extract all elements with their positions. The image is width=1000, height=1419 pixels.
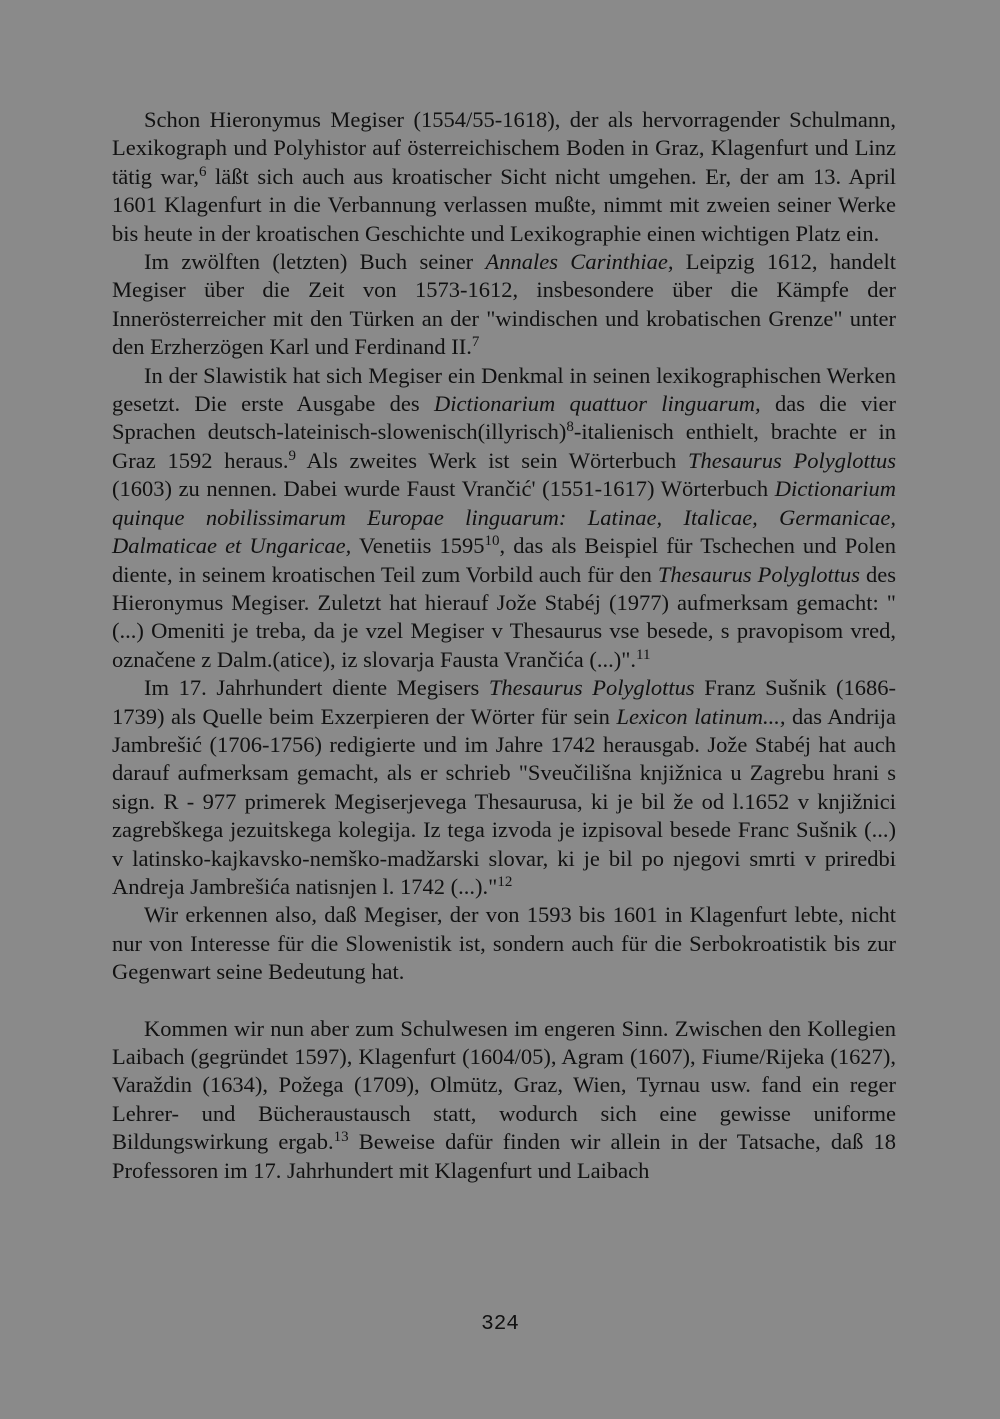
- text-run: Leipzig 1612, handelt Megiser über die Zeit von 1573-1612, insbesondere über die Kämpfe der Innerösterreicher mit den Türken an der "windischen und krobatischen Grenze" unter den Erzherzögen Karl und Ferdinand II.: [112, 249, 896, 360]
- text-run: Schon Hieronymus Megiser (1554/55-1618), der als hervorragender Schulmann, Lexikograph und Polyhistor auf österreichischem Boden in Graz, Klagenfurt und Linz tätig war,: [112, 107, 896, 189]
- text-run: Im zwölften (letzten) Buch seiner: [144, 249, 486, 275]
- text-run: Wir erkennen also, daß Megiser, der von 1593 bis 1601 in Klagenfurt lebte, nicht nur von Interesse für die Slowenistik ist, sondern auch für die Serbokroatistik bis zur Gegenwart seine Bedeutung hat.: [112, 902, 896, 985]
- footnote-ref: 11: [636, 646, 651, 663]
- italic-title: Thesaurus Polyglottus: [657, 561, 861, 587]
- italic-title: Annales Carinthiae,: [485, 249, 674, 275]
- text-run: Als zweites Werk ist sein Wörterbuch: [296, 447, 688, 473]
- paragraph: [112, 106, 896, 248]
- footnote-ref: 12: [497, 873, 513, 890]
- paragraph: [112, 901, 896, 986]
- paragraph: [112, 362, 896, 674]
- text-run: das Andrija Jambrešić (1706-1756) redigierte und im Jahre 1742 herausgab. Jože Stabéj hat auch darauf aufmerksam gemacht, als er schrieb "Sveučilišna knjižnica u Zagrebu hrani s sign. R - 977 primerek Megiserjevega Thesaurusa, ki je bil že od l.1652 v knjižnici zagrebškega jezuitskega kolegija. Iz tega izvoda je izpisoval besede Franc Sušnik (...) v latinsko-kajkavsko-nemško-madžarski slovar, ki je bil po njegovi smrti v priredbi Andreja Jambrešića natisnjen l. 1742 (...).": [112, 703, 896, 899]
- footnote-ref: 8: [566, 419, 574, 436]
- italic-title: Thesaurus Polyglottus: [488, 675, 695, 701]
- text-run: Franz Sušnik (1686-1739) als Quelle beim Exzerpieren der Wörter für sein: [112, 675, 897, 729]
- footnote-ref: 6: [199, 163, 207, 180]
- footnote-ref: 7: [471, 334, 480, 351]
- text-run: des Hieronymus Megiser. Zuletzt hat hierauf Jože Stabéj (1977) aufmerksam gemacht: "(...) Omeniti je treba, da je vzel Megiser v Thesaurus vse besede, s pravopisom vred, označene z Dalm.(atice), iz slovarja Fausta Vrančića (...)".: [112, 561, 896, 672]
- footnote-ref: 10: [484, 533, 500, 550]
- text-run: läßt sich auch aus kroatischer Sicht nicht umgehen. Er, der am 13. April 1601 Klagenfurt in die Verbannung verlassen mußte, nimmt mit zweien seiner Werke bis heute in der kroatischen Geschichte und Lexikographie einen wichtigen Platz ein.: [112, 163, 896, 246]
- italic-title: Lexicon latinum...,: [616, 703, 786, 729]
- text-run: Im 17. Jahrhundert diente Megisers: [144, 675, 489, 701]
- footnote-ref: 9: [288, 447, 297, 464]
- text-run: Venetiis 1595: [351, 533, 485, 559]
- page-number: 324: [481, 1313, 519, 1336]
- text-run: Beweise dafür finden wir allein in der Tatsache, daß 18 Professoren im 17. Jahrhundert mit Klagenfurt und Laibach: [112, 1129, 896, 1183]
- text-run: In der Slawistik hat sich Megiser ein Denkmal in seinen lexikographischen Werken gesetzt. Die erste Ausgabe des: [112, 362, 896, 417]
- italic-title: Dictionarium quattuor linguarum,: [433, 391, 761, 417]
- footnote-ref: 13: [333, 1129, 349, 1146]
- text-run: das die vier Sprachen deutsch-lateinisch-slowenisch(illyrisch): [112, 391, 897, 445]
- text-run: (1603) zu nennen. Dabei wurde Faust Vrančić' (1551-1617) Wörterbuch: [112, 476, 775, 502]
- paragraph: [112, 248, 896, 362]
- text-run: , das als Beispiel für Tschechen und Polen diente, in seinem kroatischen Teil zum Vorbild auch für den: [112, 533, 897, 587]
- paragraph: [112, 1015, 896, 1185]
- italic-title: Thesaurus Polyglottus: [688, 447, 896, 473]
- body-text: [112, 106, 896, 1185]
- text-run: -italienisch enthielt, brachte er in Graz 1592 heraus.: [112, 419, 896, 473]
- paragraph: [112, 674, 896, 901]
- italic-title: Dictionarium quinque nobilissimarum Europae linguarum: Latinae, Italicae, Germanicae, Dalmaticae et Ungaricae,: [112, 476, 896, 559]
- text-run: Kommen wir nun aber zum Schulwesen im engeren Sinn. Zwischen den Kollegien Laibach (gegründet 1597), Klagenfurt (1604/05), Agram (1607), Fiume/Rijeka (1627), Varaždin (1634), Požega (1709), Olmütz, Graz, Wien, Tyrnau usw. fand ein reger Lehrer- und Bücheraustausch statt, wodurch sich eine gewisse uniforme Bildungswirkung ergab.: [112, 1015, 896, 1155]
